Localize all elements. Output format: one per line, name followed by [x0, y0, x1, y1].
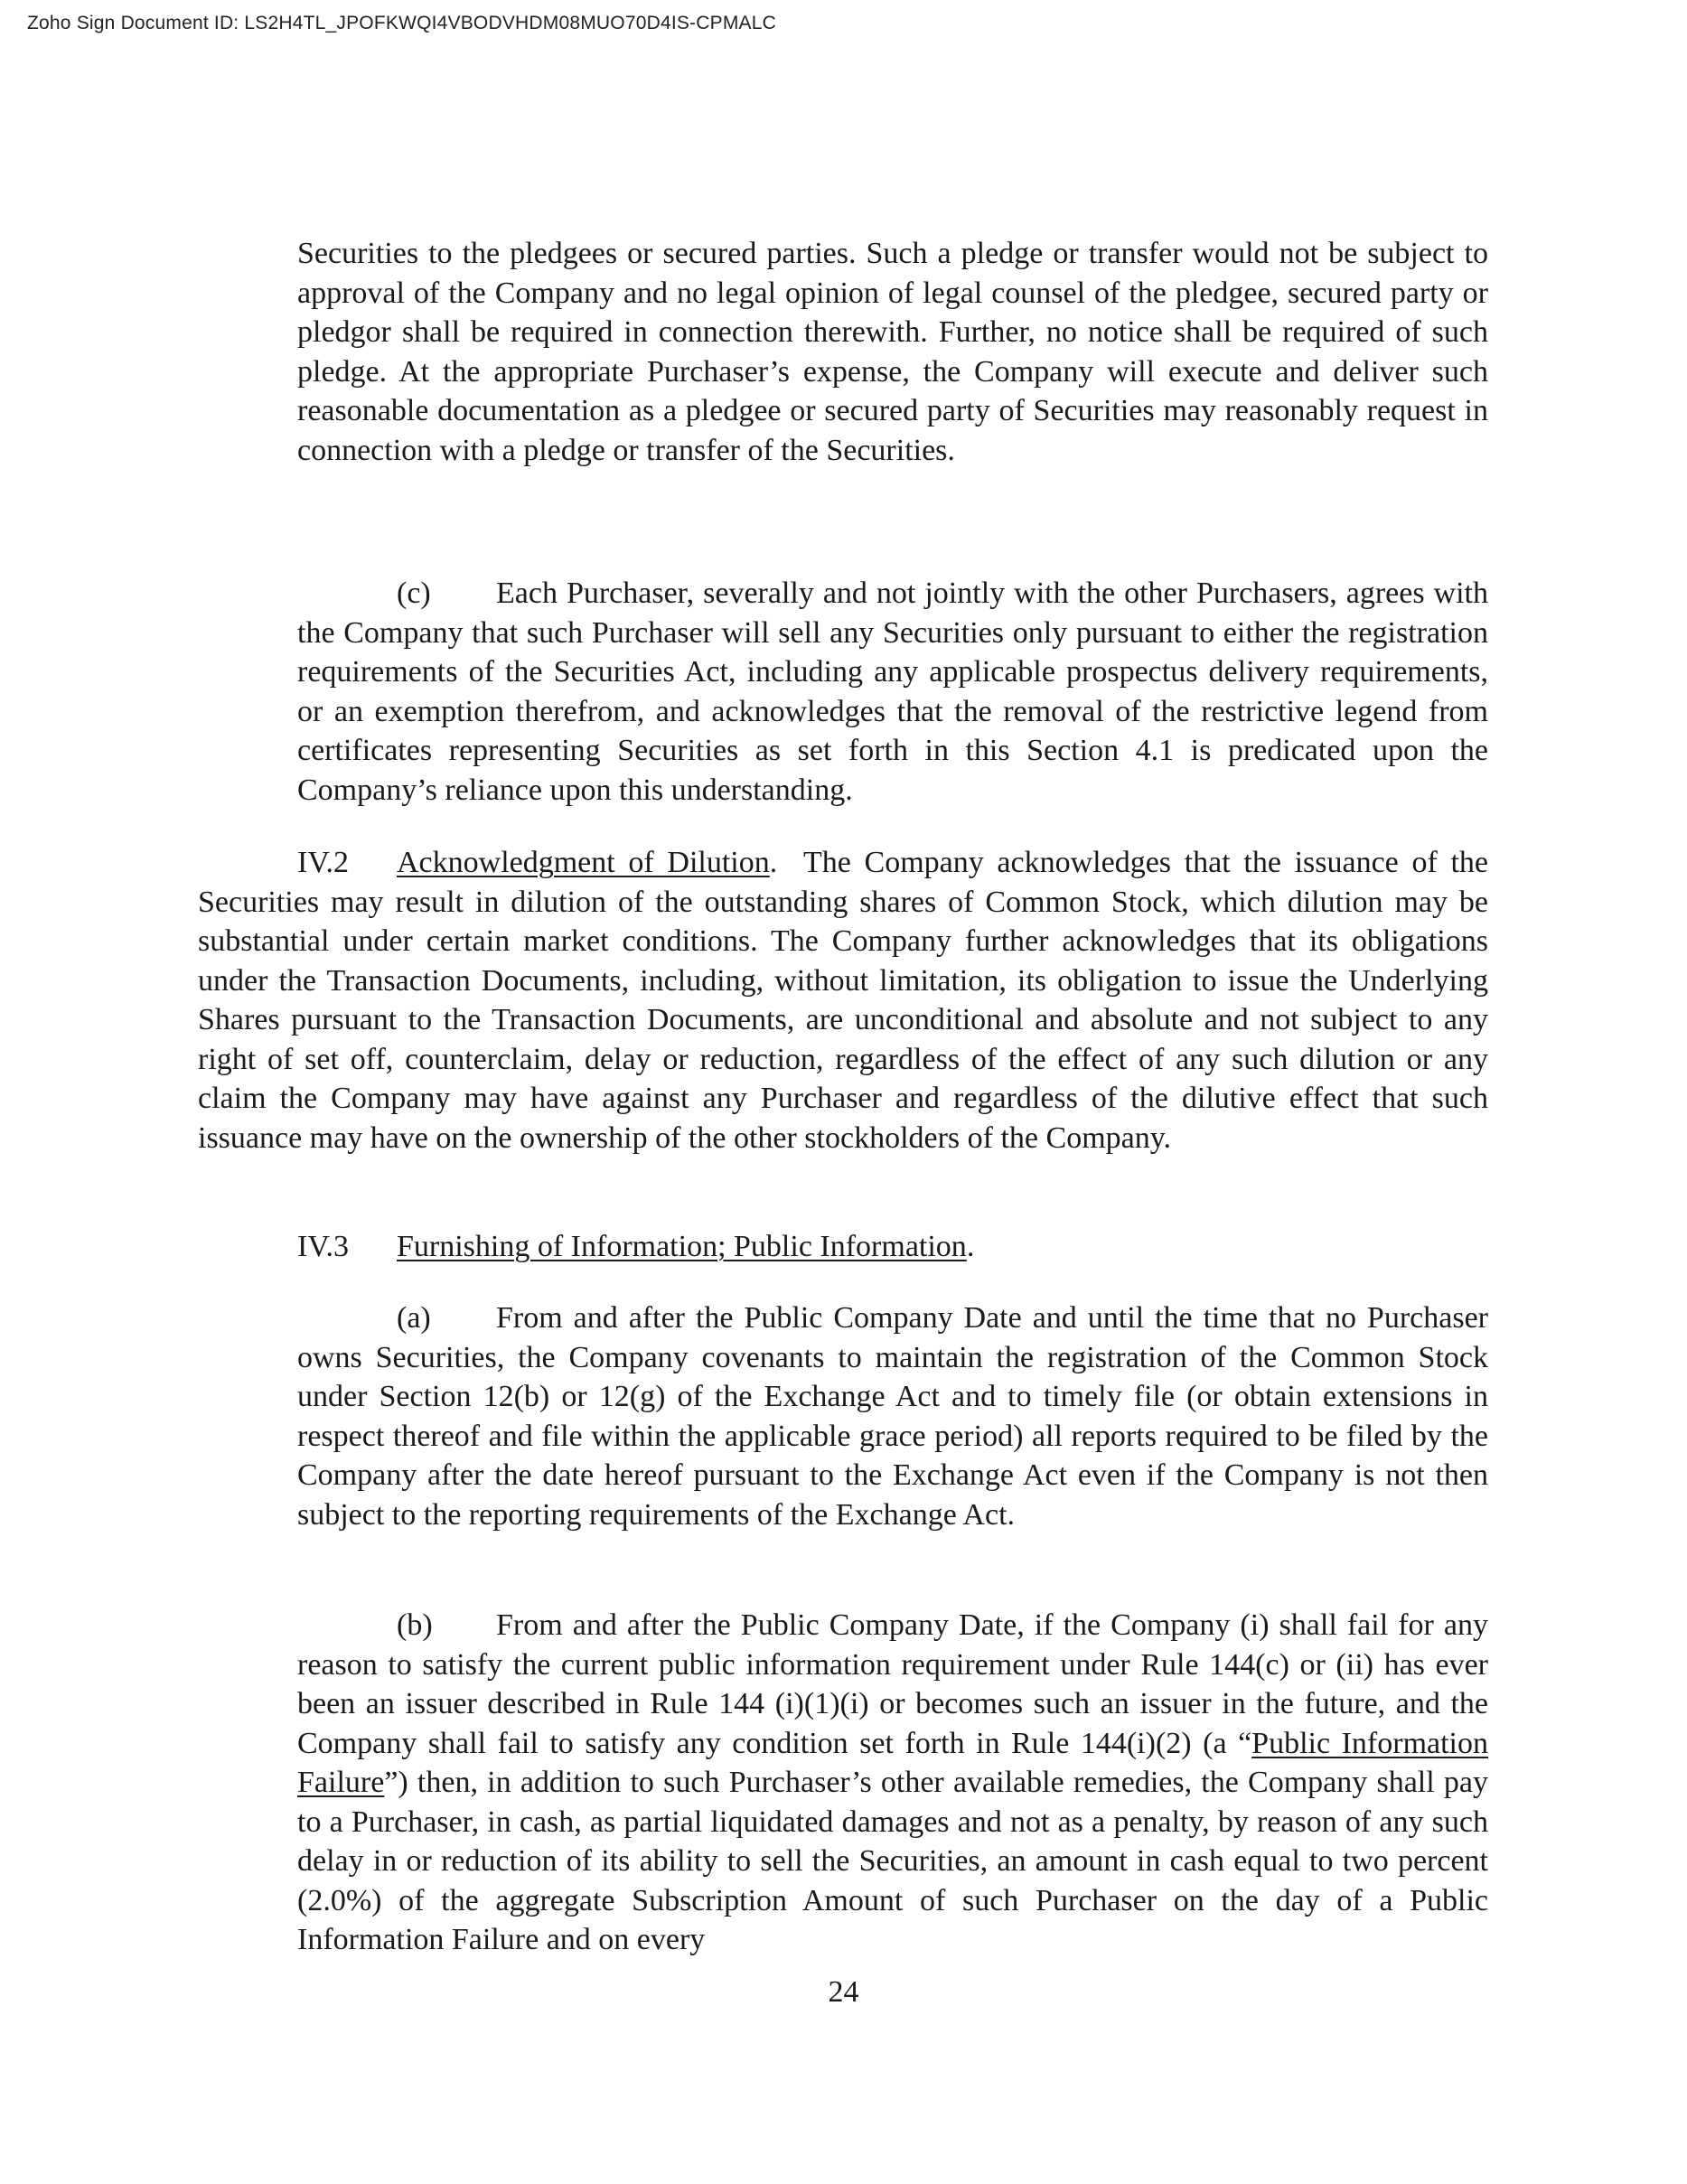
section-iv3-heading: Furnishing of Information; Public Information: [397, 1230, 967, 1263]
section-iv2-heading: Acknowledgment of Dilution: [397, 846, 770, 879]
paragraph-a-label: (a): [397, 1301, 431, 1335]
paragraph-a-text: From and after the Public Company Date and until the time that no Purchaser owns Securities, the Company covenants to maintain the registration of the Common Stock under Section 12(b) or 12(g) of the Exchange Act and to timely file (or obtain extensions in respect thereof and file within the applicable grace period) all reports required to be filed by the Company after the date hereof pursuant to the Exchange Act even if the Company is not then subject to the reporting requirements of the Exchange Act.: [297, 1301, 1488, 1532]
section-iv3-heading-line: [198, 1227, 1488, 1267]
paragraph-c: [297, 574, 1488, 810]
paragraph-continuation: Securities to the pledgees or secured parties. Such a pledge or transfer would not be subject to approval of the Company and no legal opinion of legal counsel of the pledgee, secured party or pledgor shall be required in connection therewith. Further, no notice shall be required of such pledge. At the appropriate Purchaser’s expense, the Company will execute and deliver such reasonable documentation as a pledgee or secured party of Securities may reasonably request in connection with a pledge or transfer of the Securities.: [297, 237, 1488, 467]
section-iv2-number: IV.2: [297, 846, 349, 879]
paragraph-a: [297, 1298, 1488, 1534]
page-number: 24: [828, 1975, 859, 2009]
paragraph-c-text: Each Purchaser, severally and not jointly with the other Purchasers, agrees with the Company that such Purchaser will sell any Securities only pursuant to either the registration requirements of the Securities Act, including any applicable prospectus delivery requirements, or an exemption therefrom, and acknowledges that the removal of the restrictive legend from certificates representing Securities as set forth in this Section 4.1 is predicated upon the Company’s reliance upon this understanding.: [297, 576, 1488, 807]
paragraph-c-label: (c): [397, 576, 431, 610]
section-iv2-heading-punct: .: [769, 846, 778, 879]
paragraph-b-label: (b): [397, 1608, 433, 1642]
paragraph-b-text-after: ”) then, in addition to such Purchaser’s other available remedies, the Company shall pay to a Purchaser, in cash, as partial liquidated damages and not as a penalty, by reason of any such delay in or reduction of its ability to sell the Securities, an amount in cash equal to two percent (2.0%) of the aggregate Subscription Amount of such Purchaser on the day of a Public Information Failure and on every: [297, 1766, 1488, 1956]
paragraph-b: [297, 1606, 1488, 1960]
paragraph-b-text-before: From and after the Public Company Date, if the Company (i) shall fail for any reason to satisfy the current public information requirement under Rule 144(c) or (ii) has ever been an issuer described in Rule 144 (i)(1)(i) or becomes such an issuer in the future, and the Company shall fail to satisfy any condition set forth in Rule 144(i)(2) (a “: [297, 1608, 1488, 1760]
section-iv2-text: The Company acknowledges that the issuance of the Securities may result in dilution of the outstanding shares of Common Stock, which dilution may be substantial under certain market conditions. The Company further acknowledges that its obligations under the Transaction Documents, including, without limitation, its obligation to issue the Underlying Shares pursuant to the Transaction Documents, are unconditional and absolute and not subject to any right of set off, counterclaim, delay or reduction, regardless of the effect of any such dilution or any claim the Company may have against any Purchaser and regardless of the dilutive effect that such issuance may have on the ownership of the other stockholders of the Company.: [198, 846, 1488, 1155]
document-id-header: Zoho Sign Document ID: LS2H4TL_JPOFKWQI4VBODVHDM08MUO70D4IS-CPMALC: [27, 13, 776, 33]
section-iv2: [198, 843, 1488, 1158]
section-iv3-heading-punct: .: [966, 1230, 975, 1263]
section-iv3-number: IV.3: [297, 1230, 349, 1263]
paragraph-b-defined-term: Public Information Failure: [297, 1726, 1488, 1799]
